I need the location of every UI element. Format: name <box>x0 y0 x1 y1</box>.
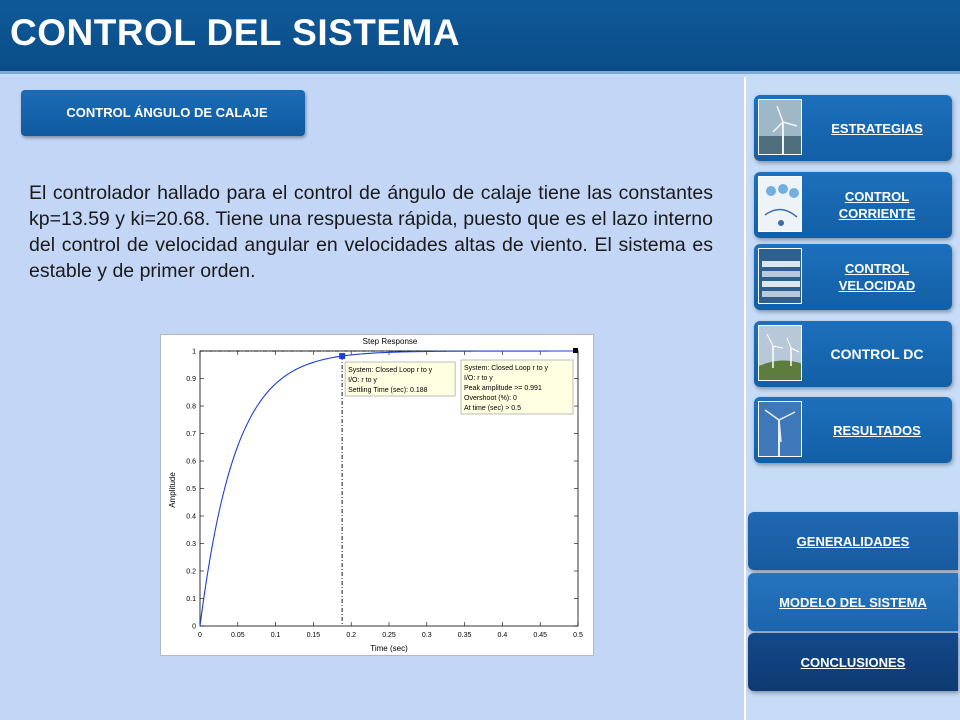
page-title: CONTROL DEL SISTEMA <box>10 12 461 53</box>
nav-button-results[interactable] <box>754 397 952 463</box>
datatip-line: I/O: r to y <box>348 377 377 384</box>
peak-amplitude-datatip <box>461 360 573 414</box>
y-tick-label: 0.9 <box>186 376 196 383</box>
wind-turbine-thumbnail <box>758 99 802 155</box>
y-tick-label: 0.4 <box>186 513 196 521</box>
x-tick-label: 0.45 <box>533 632 548 639</box>
x-tick-label: 0.1 <box>270 632 281 639</box>
nav-label: ESTRATEGIAS <box>831 120 923 136</box>
wind-farm-thumbnail <box>758 325 802 381</box>
y-tick-label: 0.2 <box>186 568 196 576</box>
x-tick-label: 0.2 <box>346 632 357 639</box>
description-text: El controlador hallado para el control de ángulo de calaje tiene las constantes kp=13.59 y ki=20.68. Tiene una respuesta rápida, puesto que es el lazo interno del control de velocidad angular en velocidades altas de viento. El sistema es estable y de primer orden. <box>29 182 713 282</box>
datatip-line: At time (sec) > 0.5 <box>464 405 521 412</box>
y-tick-label: 0.5 <box>186 486 196 493</box>
turbine-sky-thumbnail <box>758 401 802 457</box>
nav-button-generalities[interactable]: GENERALIDADES <box>748 512 958 570</box>
nav-label: CONTROL VELOCIDAD <box>838 261 916 293</box>
chart-title: Step Response <box>362 337 418 346</box>
datatip-line: Settling Time (sec): 0.188 <box>348 387 428 394</box>
nav-button-current-control[interactable] <box>754 172 952 238</box>
x-tick-label: 0.5 <box>573 632 583 639</box>
datatip-line: I/O: r to y <box>464 375 493 382</box>
table-thumbnail <box>758 248 802 304</box>
y-tick-label: 1 <box>192 348 196 356</box>
peak-marker[interactable] <box>573 348 578 353</box>
x-axis-label: Time (sec) <box>370 644 408 653</box>
y-tick-label: 0.1 <box>186 596 196 603</box>
x-tick-label: 0.35 <box>457 632 472 639</box>
datatip-line: Peak amplitude >= 0.991 <box>464 385 542 392</box>
nav-label: RESULTADOS <box>833 422 921 438</box>
datatip-line: System: Closed Loop r to y <box>464 365 549 372</box>
nav-button-strategies[interactable] <box>754 95 952 161</box>
settling-time-marker[interactable] <box>339 353 345 359</box>
nav-label: CONTROL DC <box>830 345 924 362</box>
nav-button-dc-control[interactable] <box>754 321 952 387</box>
x-tick-label: 0.25 <box>382 632 396 639</box>
nav-button-conclusions[interactable]: CONCLUSIONES <box>748 633 958 691</box>
step-response-figure <box>160 334 594 656</box>
x-tick-label: 0.3 <box>421 632 432 639</box>
y-tick-label: 0.7 <box>186 431 196 438</box>
nav-button-system-model[interactable]: MODELO DEL SISTEMA <box>748 573 958 631</box>
y-tick-label: 0.8 <box>186 403 196 411</box>
x-tick-label: 0.15 <box>306 632 321 639</box>
nav-button-speed-control[interactable] <box>754 244 952 310</box>
diagram-thumbnail <box>758 176 802 232</box>
datatip-line: System: Closed Loop r to y <box>348 367 433 374</box>
y-axis-label: Amplitude <box>168 472 177 508</box>
y-tick-label: 0.3 <box>186 541 196 548</box>
header-bar <box>0 0 960 74</box>
step-response-chart <box>161 335 593 655</box>
settling-time-datatip <box>345 362 455 396</box>
y-tick-label: 0.6 <box>186 458 196 466</box>
datatip-line: Overshoot (%): 0 <box>464 395 517 402</box>
nav-label: CONTROL CORRIENTE <box>838 189 916 221</box>
x-tick-label: 0 <box>198 632 202 639</box>
x-tick-label: 0.4 <box>497 632 508 639</box>
y-tick-label: 0 <box>192 623 196 631</box>
section-tab-pitch-control: CONTROL ÁNGULO DE CALAJE <box>21 90 305 136</box>
x-tick-label: 0.05 <box>230 632 245 639</box>
